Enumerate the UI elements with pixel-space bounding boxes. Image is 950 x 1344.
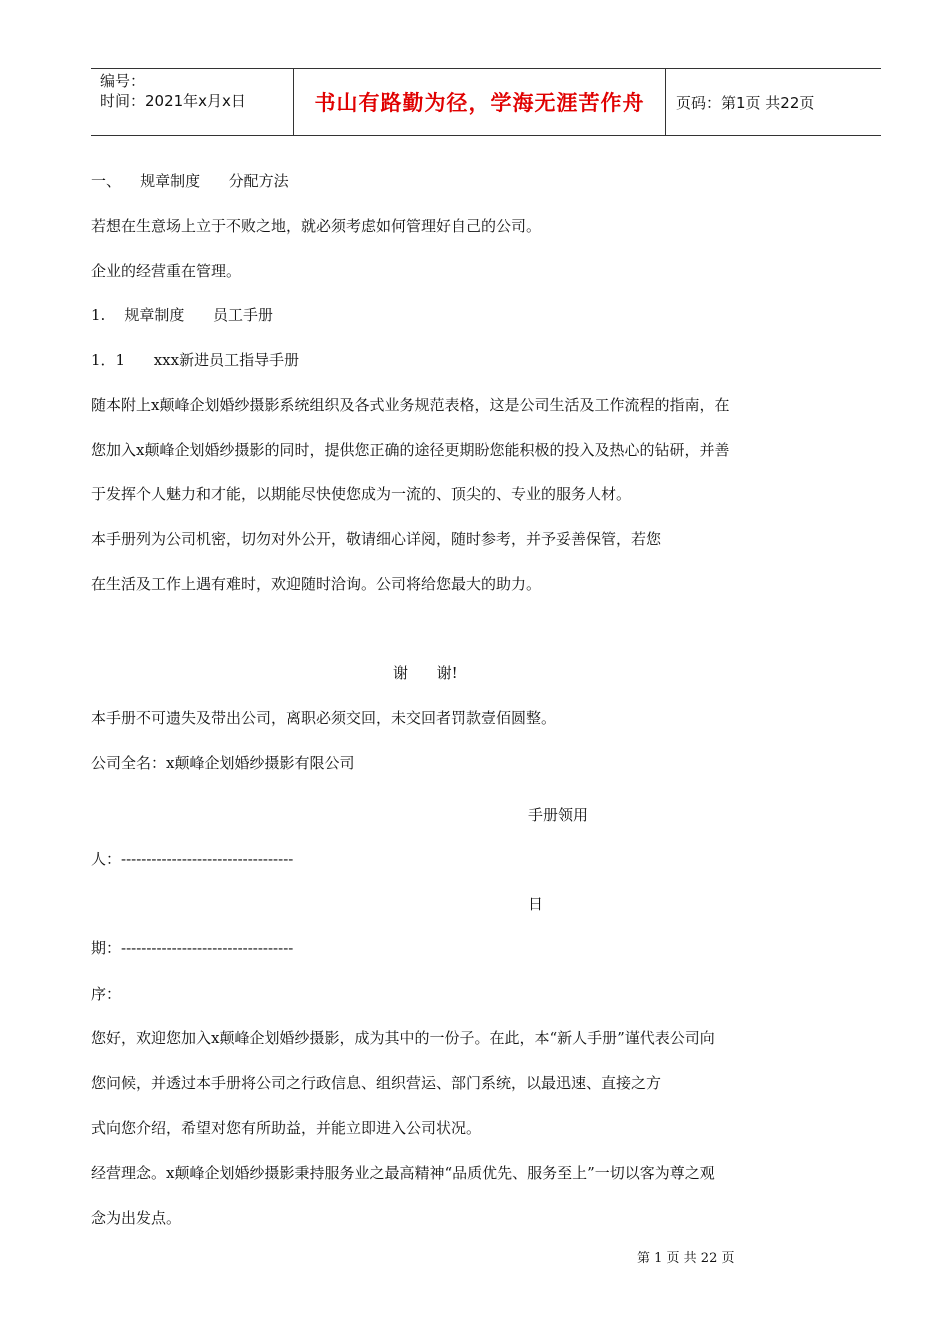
date-label: 日 [528,895,544,913]
header-left-cell [91,69,293,135]
paragraph: 式向您介绍，希望对您有所助益，并能立即进入公司状况。 [91,1119,482,1137]
paragraph: 您加入x颠峰企划婚纱摄影的同时，提供您正确的途径更期盼您能积极的投入及热心的钻研，并善 [91,441,730,459]
paragraph: 经营理念。x颠峰企划婚纱摄影秉持服务业之最高精神“品质优先、服务至上”一切以客为尊之观 [91,1164,715,1182]
header-motto: 书山有路勤为径，学海无涯苦作舟 [293,69,666,135]
header-table [91,68,881,136]
paragraph: 本手册列为公司机密，切勿对外公开，敬请细心详阅，随时参考，并予妥善保管，若您 [91,530,662,548]
paragraph: 本手册不可遗失及带出公司，离职必须交回，未交回者罚款壹佰圆整。 [91,709,557,727]
date-signature-line: 期：---------------------------------- [91,939,294,957]
document-time-label: 时间：2021年x月x日 [100,92,246,110]
recipient-label: 手册领用 [528,806,589,824]
subsection-heading: 1. 规章制度 员工手册 [91,306,273,324]
header-page-info: 页码：第1页 共22页 [676,93,815,112]
paragraph: 您问候，并透过本手册将公司之行政信息、组织营运、部门系统，以最迅速、直接之方 [91,1074,662,1092]
recipient-signature-line: 人：---------------------------------- [91,850,294,868]
paragraph: 若想在生意场上立于不败之地，就必须考虑如何管理好自己的公司。 [91,217,542,235]
paragraph: 您好，欢迎您加入x颠峰企划婚纱摄影，成为其中的一份子。在此，本“新人手册”谨代表公司向 [91,1029,715,1047]
subsection-heading: 1．1 xxx新进员工指导手册 [91,351,300,369]
paragraph: 念为出发点。 [91,1209,182,1227]
paragraph: 企业的经营重在管理。 [91,262,242,280]
company-name: 公司全名：x颠峰企划婚纱摄影有限公司 [91,754,355,772]
paragraph: 在生活及工作上遇有难时，欢迎随时洽询。公司将给您最大的助力。 [91,575,542,593]
thanks-text: 谢 谢! [393,664,458,682]
document-number-label: 编号： [100,72,146,90]
paragraph: 随本附上x颠峰企划婚纱摄影系统组织及各式业务规范表格，这是公司生活及工作流程的指南，在 [91,396,730,414]
preface-heading: 序： [91,985,122,1003]
footer-page-number: 第 1 页 共 22 页 [637,1251,735,1266]
section-heading: 一、 规章制度 分配方法 [91,172,289,190]
paragraph: 于发挥个人魅力和才能，以期能尽快使您成为一流的、顶尖的、专业的服务人材。 [91,485,632,503]
